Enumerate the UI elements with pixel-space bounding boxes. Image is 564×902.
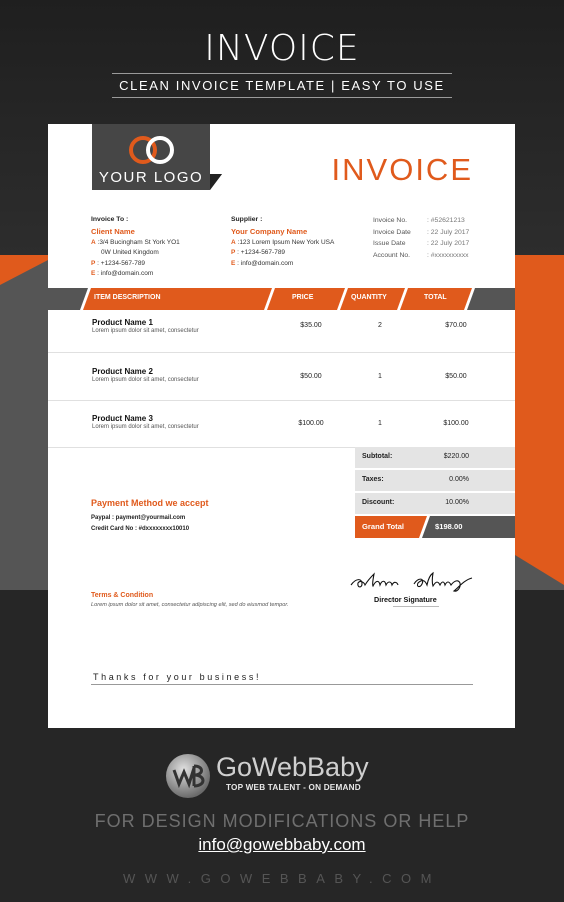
product-price: $100.00 — [298, 420, 324, 427]
meta-row: Issue Date : 22 July 2017 — [373, 240, 470, 247]
subtotal-label: Subtotal: — [362, 453, 393, 460]
th-total: TOTAL — [424, 294, 447, 301]
invoice-to-block — [91, 215, 180, 280]
payment-method-title: Payment Method we accept — [91, 498, 209, 508]
product-description: Lorem ipsum dolor sit amet, consectetur — [92, 424, 199, 430]
meta-row: Account No. : #xxxxxxxxxx — [373, 251, 469, 259]
grand-total-label: Grand Total — [362, 522, 405, 531]
supplier-block — [231, 215, 334, 269]
client-address-line2: 0W United Kingdom — [101, 249, 159, 256]
product-description: Lorem ipsum dolor sit amet, consectetur — [92, 328, 199, 334]
taxes-value: 0.00% — [449, 476, 469, 483]
product-description: Lorem ipsum dolor sit amet, consectetur — [92, 377, 199, 383]
taxes-row — [355, 470, 515, 491]
signature-underline — [393, 606, 439, 607]
supplier-address: A :123 Lorem Ipsum New York USA — [231, 238, 335, 246]
invoice-document — [48, 124, 515, 728]
client-name: Client Name — [91, 226, 135, 236]
logo-rings-icon — [126, 134, 178, 166]
invoice-title: INVOICE — [331, 152, 473, 187]
signature-label: Director Signature — [374, 595, 437, 604]
subtotal-value: $220.00 — [443, 453, 469, 460]
client-email: E : info@domain.com — [91, 270, 154, 277]
supplier-label: Supplier : — [231, 216, 263, 223]
header-divider-bottom — [112, 97, 452, 98]
product-qty: 2 — [378, 322, 382, 329]
invoice-to-label: Invoice To : — [91, 216, 129, 223]
discount-row — [355, 493, 515, 514]
gowebbaby-logo-icon — [164, 752, 212, 800]
credit-card-line: Credit Card No : #dxxxxxxxx10010 — [91, 526, 190, 532]
meta-row: Invoice No. : #52621213 — [373, 217, 465, 224]
header-divider-top — [112, 73, 452, 74]
product-total: $50.00 — [445, 373, 467, 380]
terms-title: Terms & Condition — [91, 592, 154, 599]
meta-row: Invoice Date : 22 July 2017 — [373, 228, 470, 236]
supplier-name: Your Company Name — [231, 226, 308, 236]
th-item-description: ITEM DESCRIPTION — [94, 294, 161, 301]
logo-block — [92, 124, 222, 190]
product-name: Product Name 1 — [92, 318, 153, 327]
brand-name: GoWebBaby — [216, 752, 369, 782]
product-name: Product Name 2 — [92, 367, 153, 376]
contact-email-link[interactable]: info@gowebbaby.com — [198, 835, 366, 854]
header-subtitle: CLEAN INVOICE TEMPLATE | EASY TO USE — [119, 78, 445, 93]
brand-tagline: TOP WEB TALENT - ON DEMAND — [226, 783, 361, 792]
supplier-email: E : info@domain.com — [231, 259, 294, 267]
product-total: $100.00 — [443, 420, 469, 427]
header-title: INVOICE — [204, 28, 360, 69]
th-price: PRICE — [292, 294, 314, 301]
supplier-phone: P : +1234-567-789 — [231, 249, 286, 256]
thanks-message: Thanks for your business! — [93, 672, 262, 682]
client-address: A :3/4 Bucingham St York YO1 — [91, 238, 180, 246]
product-price: $35.00 — [300, 322, 322, 329]
table-header — [48, 288, 515, 310]
product-name: Product Name 3 — [92, 414, 153, 423]
handwritten-signature — [348, 570, 478, 594]
client-phone: P : +1234-567-789 — [91, 259, 146, 267]
table-row — [48, 401, 515, 448]
invoice-meta — [373, 215, 469, 261]
logo-text: YOUR LOGO — [98, 169, 204, 186]
discount-label: Discount: — [362, 499, 395, 506]
website-link[interactable]: WWW.GOWEBBABY.COM — [123, 871, 441, 886]
product-price: $50.00 — [300, 373, 322, 380]
discount-value: 10.00% — [445, 499, 469, 506]
subtotal-row — [355, 447, 515, 468]
product-qty: 1 — [378, 373, 382, 380]
table-row — [48, 310, 515, 353]
terms-text: Lorem ipsum dolor sit amet, consectetur adipiscing elit, sed do eiusmod tempor. — [91, 602, 289, 608]
help-text: FOR DESIGN MODIFICATIONS OR HELP — [94, 811, 470, 831]
grand-total-row — [355, 516, 515, 538]
product-total: $70.00 — [445, 322, 467, 329]
table-row — [48, 353, 515, 401]
grand-total-value: $198.00 — [435, 522, 463, 531]
taxes-label: Taxes: — [362, 476, 384, 483]
th-quantity: QUANTITY — [351, 294, 387, 301]
product-qty: 1 — [378, 420, 382, 427]
thanks-underline — [91, 684, 473, 685]
paypal-line: Paypal : payment@yourmail.com — [91, 515, 186, 521]
